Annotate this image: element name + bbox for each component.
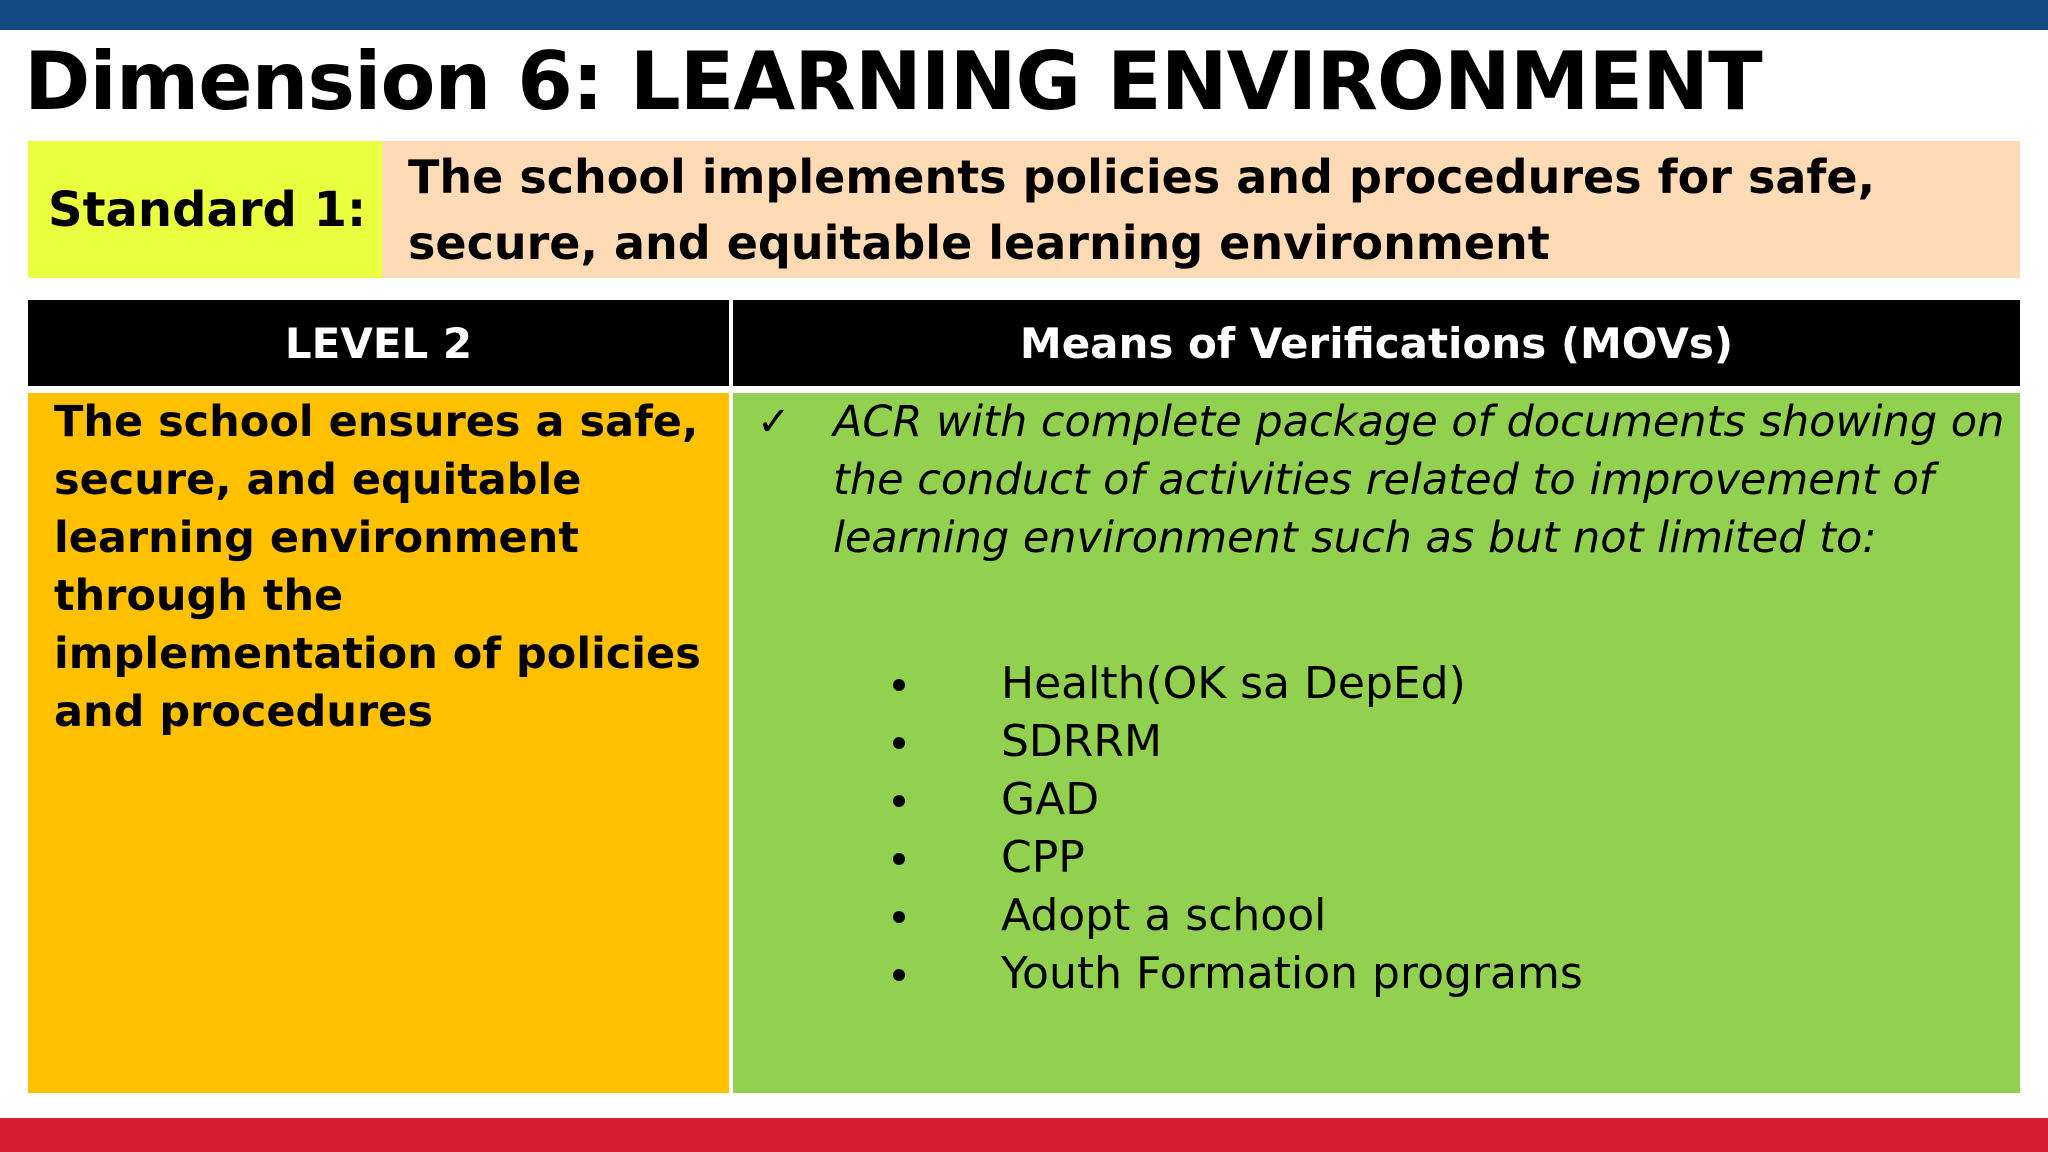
movs-header: Means of Verifications (MOVs) bbox=[733, 300, 2020, 386]
level-description: The school ensures a safe, secure, and equitable learning environment through the implementation of policies and procedures bbox=[54, 397, 701, 737]
bullet-icon bbox=[893, 911, 905, 923]
bullet-icon bbox=[893, 853, 905, 865]
level-cell bbox=[28, 393, 729, 1093]
level-mov-table bbox=[28, 300, 2020, 1093]
mov-description: ACR with complete package of documents showing on the conduct of activities related to improvement of learning environment such as but not limited to: bbox=[833, 397, 2005, 563]
standard-text: The school implements policies and procedures for safe, secure, and equitable learning environment bbox=[408, 149, 1876, 270]
list-item-label: Youth Formation programs bbox=[1001, 948, 1583, 999]
list-item-label: CPP bbox=[1001, 832, 1085, 883]
level-header: LEVEL 2 bbox=[28, 300, 729, 386]
standard-label-box bbox=[28, 141, 382, 278]
top-accent-bar bbox=[0, 0, 2048, 30]
bullet-icon bbox=[893, 679, 905, 691]
list-item-label: SDRRM bbox=[1001, 716, 1162, 767]
checkmark-icon: ✓ bbox=[757, 399, 791, 445]
bottom-accent-bar bbox=[0, 1118, 2048, 1152]
list-item-label: Adopt a school bbox=[1001, 890, 1327, 941]
list-item-label: GAD bbox=[1001, 774, 1100, 825]
bullet-icon bbox=[893, 795, 905, 807]
standard-label: Standard 1: bbox=[48, 181, 367, 238]
bullet-icon bbox=[893, 737, 905, 749]
list-item-label: Health(OK sa DepEd) bbox=[1001, 658, 1466, 709]
bullet-icon bbox=[893, 969, 905, 981]
standard-text-box bbox=[382, 141, 2020, 278]
slide-title: Dimension 6: LEARNING ENVIRONMENT bbox=[24, 35, 1762, 128]
movs-cell bbox=[733, 393, 2020, 1093]
